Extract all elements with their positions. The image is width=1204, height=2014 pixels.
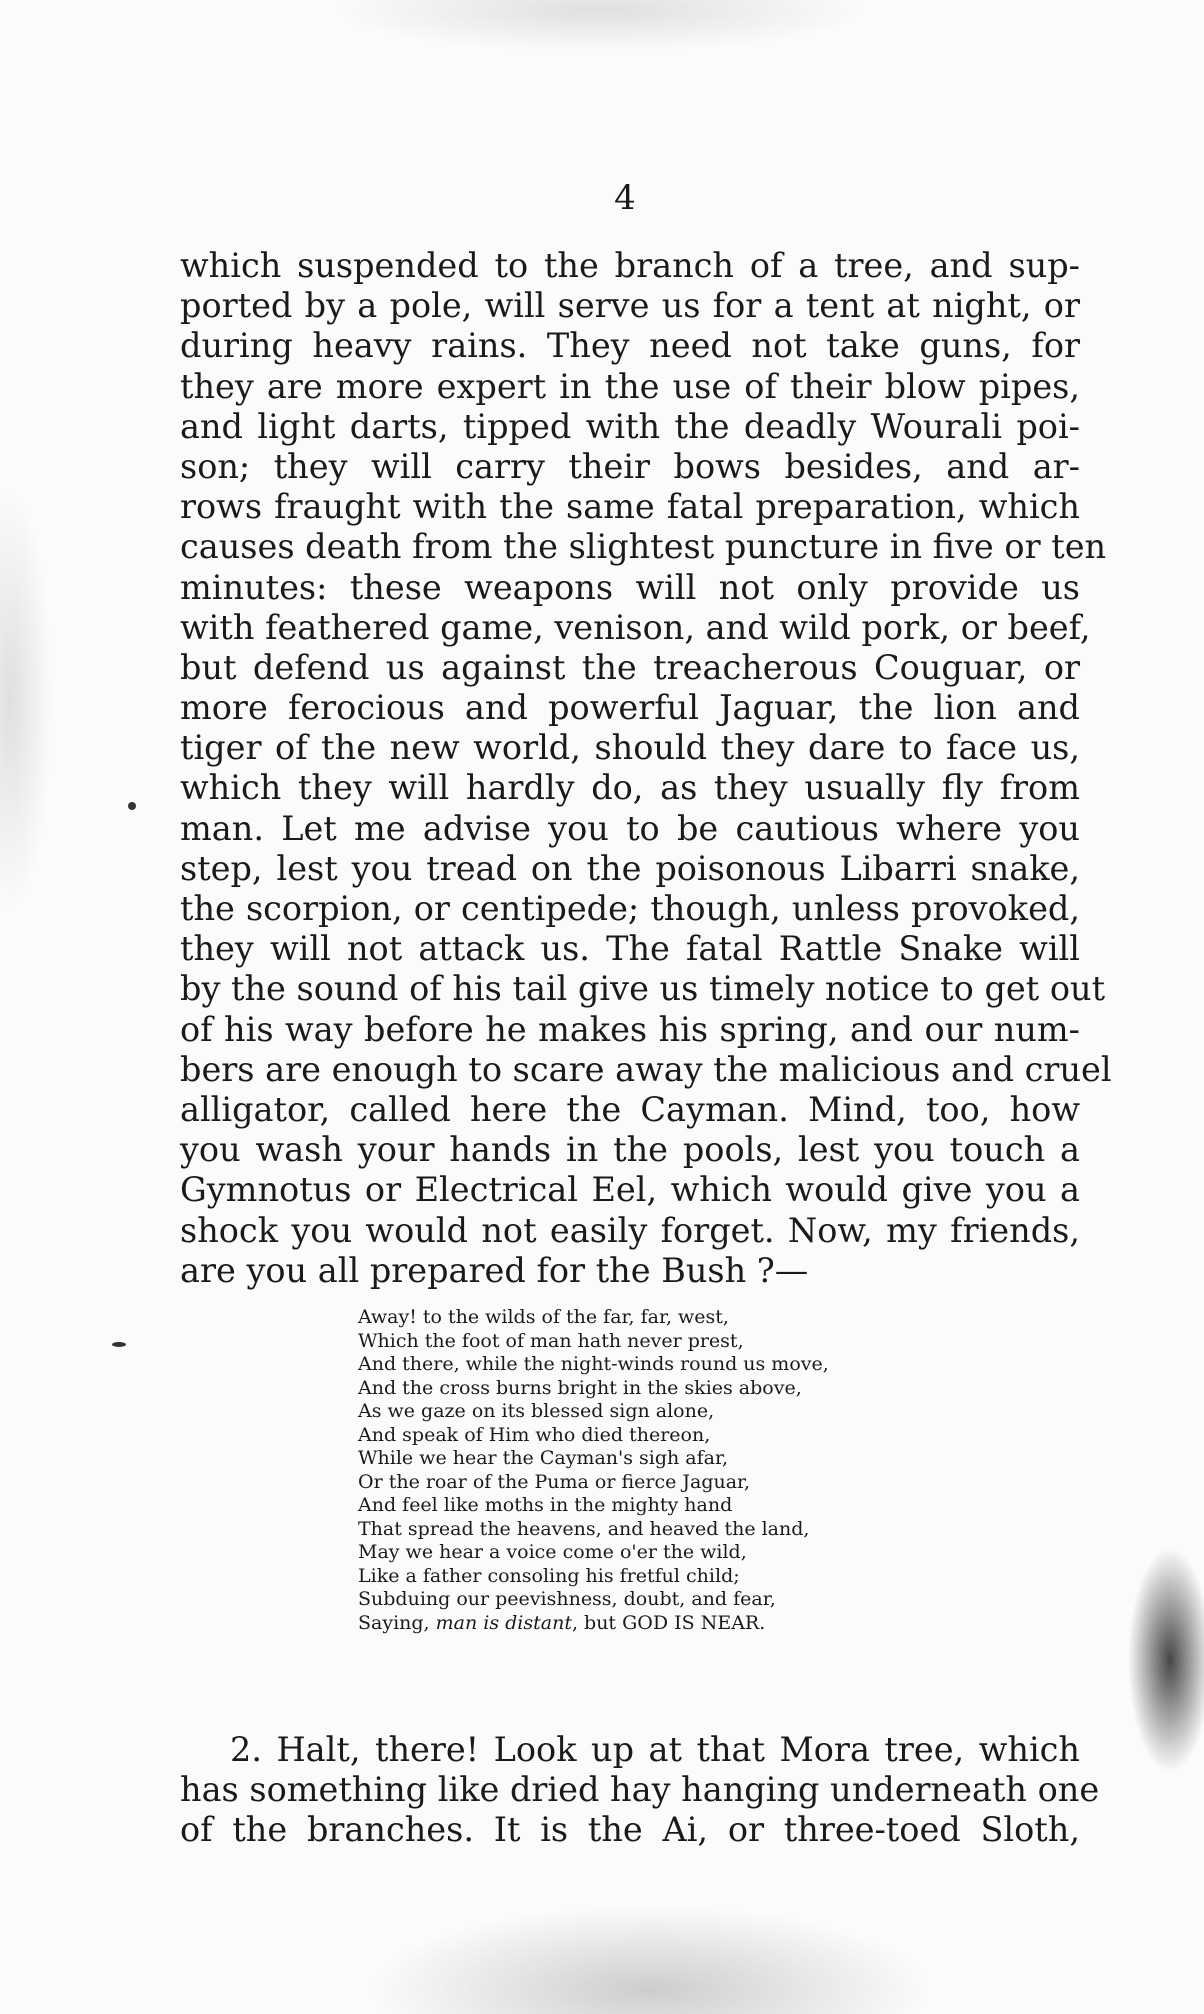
- poem-last-italic: man is distant: [435, 1611, 572, 1634]
- text-line: son; they will carry their bows besides, and ar-: [180, 446, 1080, 486]
- text-line: causes death from the slightest puncture in five or ten: [180, 527, 1107, 567]
- poem-line: While we hear the Cayman's sigh afar,: [358, 1447, 729, 1469]
- text-line: during heavy rains. They need not take guns, for: [180, 326, 1080, 366]
- text-line: they will not attack us. The fatal Rattle Snake will: [180, 929, 1080, 969]
- text-line: which they will hardly do, as they usually fly from: [180, 768, 1080, 808]
- ink-speck: [112, 1342, 126, 1347]
- text-line: tiger of the new world, should they dare to face us,: [180, 728, 1080, 768]
- poem-line: Like a father consoling his fretful child;: [358, 1564, 740, 1587]
- page-number: 4: [614, 178, 636, 218]
- poem-last-line: [358, 1612, 998, 1636]
- text-line: of the branches. It is the Ai, or three-toed Sloth,: [180, 1810, 1080, 1850]
- poem-line: As we gaze on its blessed sign alone,: [358, 1400, 715, 1422]
- poem-line: Which the foot of man hath never prest,: [358, 1329, 744, 1352]
- text-line: 2. Halt, there! Look up at that Mora tree, which: [230, 1730, 1080, 1769]
- poem-line: And there, while the night-winds round us move,: [358, 1353, 829, 1375]
- poem-line: May we hear a voice come o'er the wild,: [358, 1541, 747, 1563]
- text-line: are you all prepared for the Bush ?—: [180, 1250, 809, 1290]
- poem-line: And speak of Him who died thereon,: [358, 1423, 711, 1446]
- text-line: minutes: these weapons will not only provide us: [180, 567, 1080, 607]
- text-line: by the sound of his tail give us timely notice to get out: [180, 969, 1106, 1009]
- text-line: with feathered game, venison, and wild pork, or beef,: [180, 607, 1091, 647]
- poem-line: Away! to the wilds of the far, far, west,: [358, 1306, 729, 1328]
- text-line: bers are enough to scare away the malicious and cruel: [180, 1049, 1112, 1089]
- text-line: step, lest you tread on the poisonous Libarri snake,: [180, 848, 1080, 888]
- prose-paragraph: [180, 246, 1112, 1291]
- text-line: of his way before he makes his spring, and our num-: [180, 1009, 1080, 1049]
- poem-line: Or the roar of the Puma or fierce Jaguar,: [358, 1470, 751, 1493]
- ink-speck: [128, 802, 136, 810]
- text-line: you wash your hands in the pools, lest you touch a: [180, 1130, 1080, 1170]
- poem-last-after: , but GOD IS NEAR.: [571, 1611, 766, 1634]
- text-line: more ferocious and powerful Jaguar, the lion and: [180, 688, 1080, 728]
- closing-paragraph: [180, 1730, 1100, 1851]
- text-line: man. Let me advise you to be cautious where you: [180, 808, 1080, 848]
- text-line: rows fraught with the same fatal preparation, which: [180, 487, 1080, 527]
- text-line: has something like dried hay hanging underneath one: [180, 1770, 1100, 1810]
- text-line: and light darts, tipped with the deadly Wourali poi-: [180, 406, 1080, 446]
- text-line: but defend us against the treacherous Couguar, or: [180, 647, 1080, 687]
- poem: [358, 1306, 998, 1635]
- poem-last-before: Saying,: [358, 1611, 436, 1634]
- poem-line: And the cross burns bright in the skies above,: [358, 1376, 802, 1399]
- text-line: ported by a pole, will serve us for a tent at night, or: [180, 286, 1080, 326]
- text-line: alligator, called here the Cayman. Mind, too, how: [180, 1089, 1080, 1129]
- poem-line: Subduing our peevishness, doubt, and fear,: [358, 1588, 776, 1610]
- text-line: Gymnotus or Electrical Eel, which would give you a: [180, 1170, 1080, 1210]
- text-line: which suspended to the branch of a tree, and sup-: [180, 246, 1080, 285]
- poem-line: That spread the heavens, and heaved the land,: [358, 1517, 810, 1540]
- text-line: the scorpion, or centipede; though, unless provoked,: [180, 889, 1080, 928]
- poem-line: And feel like moths in the mighty hand: [358, 1494, 733, 1516]
- text-line: shock you would not easily forget. Now, my friends,: [180, 1210, 1080, 1250]
- text-line: they are more expert in the use of their blow pipes,: [180, 366, 1080, 406]
